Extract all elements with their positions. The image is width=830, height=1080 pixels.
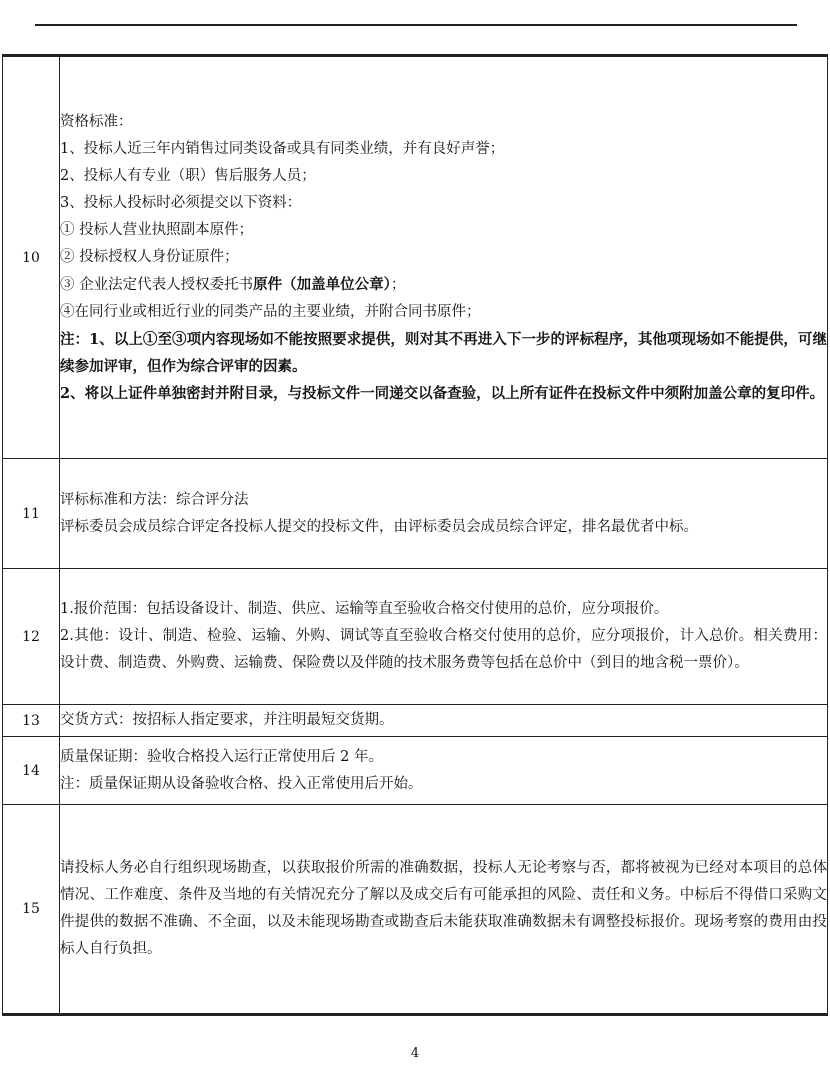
document-item [60,271,827,299]
table-row [3,459,828,569]
table-row [3,705,828,737]
row-number: 11 [3,459,60,569]
row-number: 12 [3,569,60,705]
row-number: 10 [3,56,60,459]
header-rule [35,24,797,26]
document-item-suffix: ； [390,276,406,293]
row-number: 13 [3,705,60,737]
row-content [60,569,828,705]
specification-table [2,54,828,1016]
warranty-note: 注：质量保证期从设备验收合格、投入正常使用后开始。 [60,775,423,792]
row-content [60,705,828,737]
page-number: 4 [410,1046,420,1061]
quote-other: 2.其他：设计、制造、检验、运输、外购、调试等直至验收合格交付使用的总价，应分项报价，计入总价。相关费用：设计费、制造费、外购费、运输费、保险费以及伴随的技术服务费等包括在总价中（到目的地含税一票价）。 [60,628,827,671]
row-content [60,805,828,1015]
qualification-item: 1、投标人近三年内销售过同类设备或具有同类业绩，并有良好声誉； [60,140,505,157]
delivery-method: 交货方式：按招标人指定要求，并注明最短交货期。 [60,712,394,728]
qualification-heading: 资格标准： [60,113,133,130]
note-2: 2、将以上证件单独密封并附目录，与投标文件一同递交以备查验，以上所有证件在投标文件中须附加盖公章的复印件。 [60,384,825,402]
evaluation-description: 评标委员会成员综合评定各投标人提交的投标文件，由评标委员会成员综合评定，排名最优者中标。 [60,518,698,535]
table-row [3,805,828,1015]
row-number: 14 [3,737,60,805]
row-number: 15 [3,805,60,1015]
warranty-period: 质量保证期：验收合格投入运行正常使用后 2 年。 [60,748,383,765]
document-item-bold-text: 原件（加盖单位公章） [253,275,391,293]
table-row [3,56,828,459]
document-item-text: ③ 企业法定代表人授权委托书 [60,276,254,293]
table-row [3,569,828,705]
row-content [60,459,828,569]
qualification-item: 2、投标人有专业（职）售后服务人员； [60,167,316,184]
quote-scope: 1.报价范围：包括设备设计、制造、供应、运输等直至验收合格交付使用的总价，应分项报价。 [60,601,669,617]
evaluation-method: 评标标准和方法：综合评分法 [60,491,249,508]
note-1: 注：1、以上①至③项内容现场如不能按照要求提供，则对其不再进入下一步的评标程序，其他项现场如不能提供，可继续参加评审，但作为综合评审的因素。 [60,330,827,375]
document-item: ② 投标授权人身份证原件； [60,248,239,265]
table-row [3,737,828,805]
qualification-item: 3、投标人投标时必须提交以下资料： [60,194,302,211]
row-content [60,737,828,805]
site-survey-text: 请投标人务必自行组织现场勘查，以获取报价所需的准确数据，投标人无论考察与否，都将被视为已经对本项目的总体情况、工作难度、条件及当地的有关情况充分了解以及成交后有可能承担的风险、责任和义务。中标后不得借口采购文件提供的数据不准确、不全面，以及未能现场勘查或勘查后未能获取准确数据未有调整投标报价。现场考察的费用由投标人自行负担。 [60,860,827,957]
document-item: ① 投标人营业执照副本原件； [60,221,254,238]
document-item: ④在同行业或相近行业的同类产品的主要业绩，并附合同书原件； [60,303,481,320]
row-content [60,56,828,459]
